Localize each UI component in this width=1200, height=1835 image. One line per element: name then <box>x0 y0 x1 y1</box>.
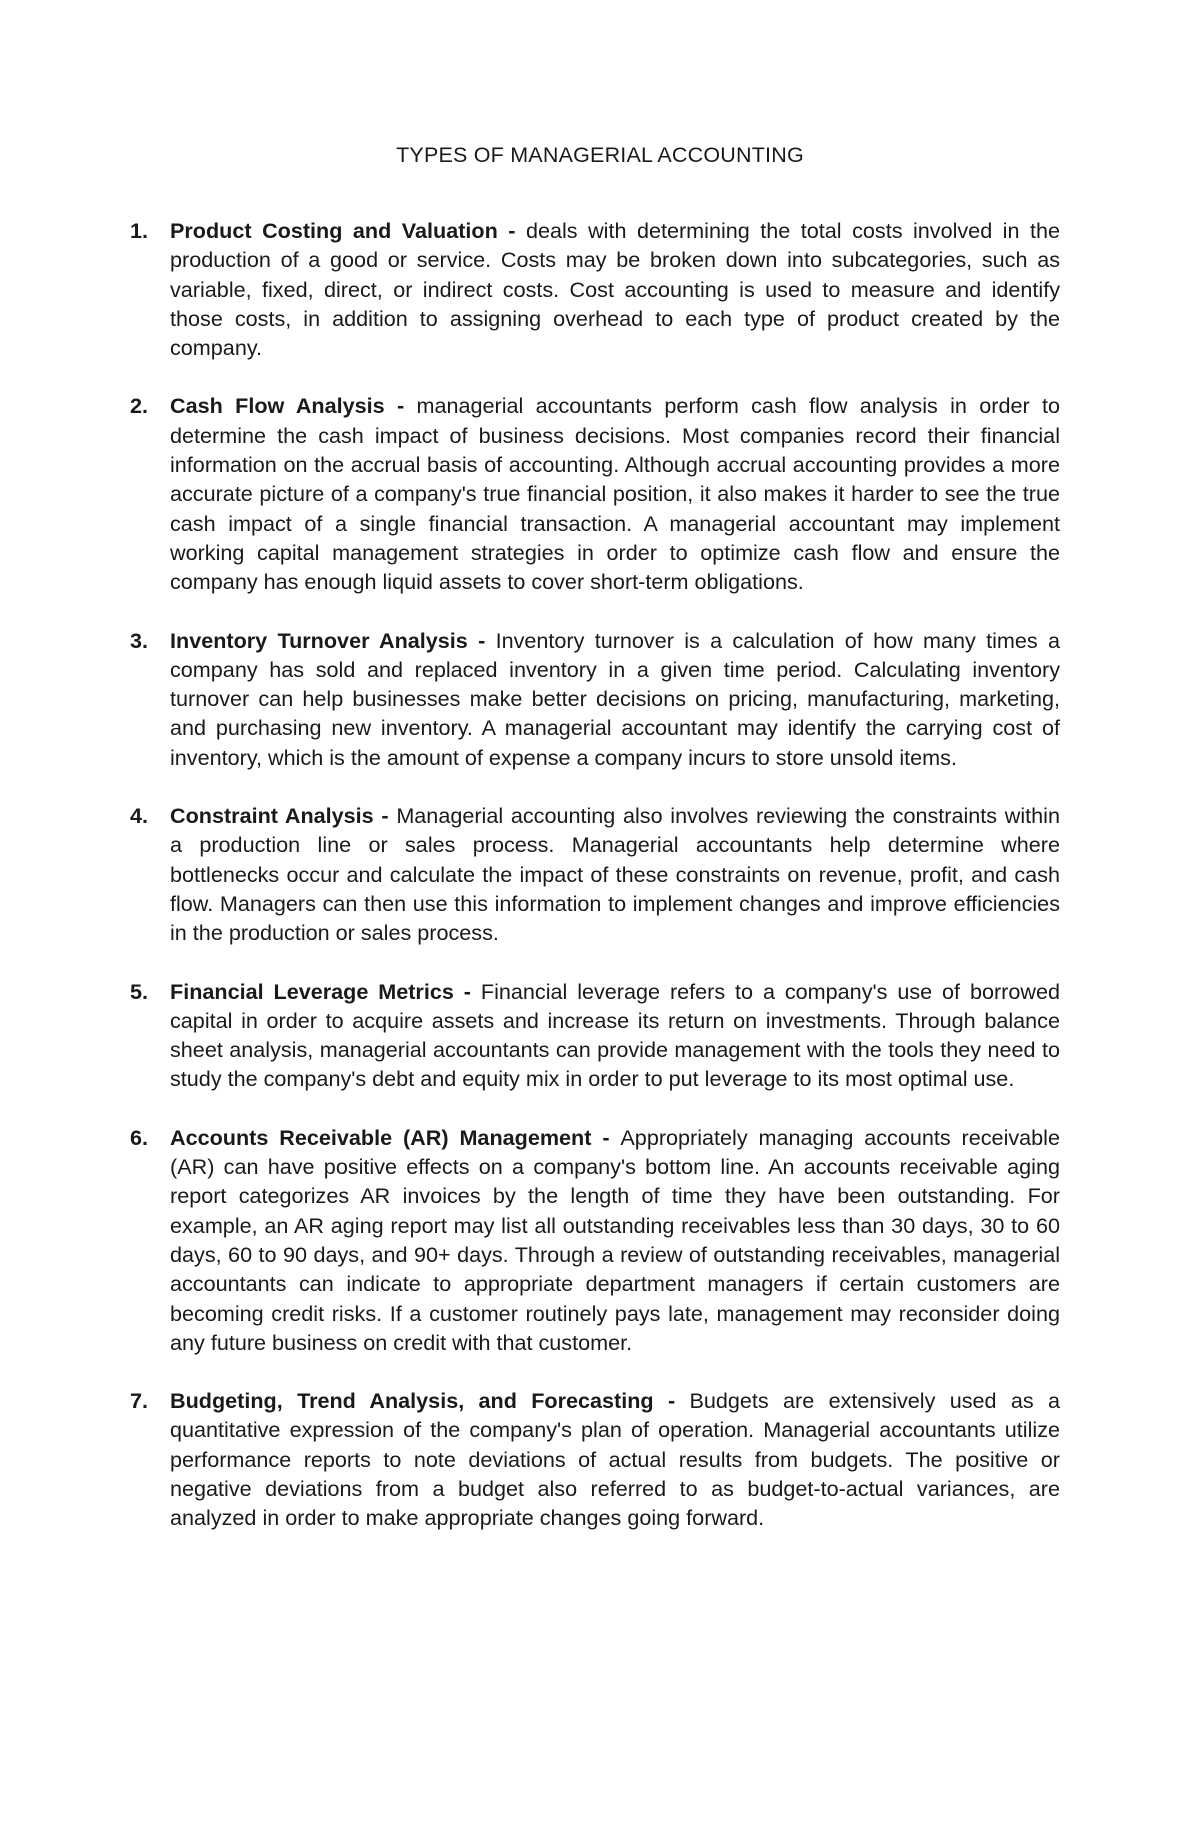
list-item <box>130 1386 1060 1532</box>
list-item <box>130 977 1060 1094</box>
item-separator: - <box>497 218 526 243</box>
item-heading: Inventory Turnover Analysis <box>170 627 468 653</box>
item-heading: Cash Flow Analysis <box>170 393 385 419</box>
item-heading: Product Costing and Valuation <box>170 218 498 243</box>
item-separator: - <box>453 978 481 1004</box>
item-number: 5. <box>130 978 149 1004</box>
list-item <box>130 1123 1060 1357</box>
item-description: Appropriately managing accounts receivable (AR) can have positive effects on a company's bottom line. An accounts receivable aging report categorizes AR invoices by the length of time they have been outstanding. For example, an AR aging report may list all outstanding receivables less than 30 days, 30 to 60 days, 60 to 90 days, and 90+ days. Through a review of outstanding receivables, managerial accountants can indicate to appropriate department managers if certain customers are becoming credit risks. If a customer routinely pays late, management may reconsider doing any future business on credit with that customer. <box>170 1124 1060 1355</box>
list-item <box>130 626 1060 772</box>
item-number: 7. <box>130 1388 149 1414</box>
item-description: Budgets are extensively used as a quantitative expression of the company's plan of operation. Managerial accountants utilize performance reports to note deviations of actual results from budgets. The positive or negative deviations from a budget also referred to as budget-to-actual variances, are analyzed in order to make appropriate changes going forward. <box>170 1388 1061 1531</box>
document-title: TYPES OF MANAGERIAL ACCOUNTING <box>396 143 804 167</box>
item-heading: Budgeting, Trend Analysis, and Forecasting <box>170 1388 654 1414</box>
item-separator: - <box>653 1388 690 1414</box>
item-number: 6. <box>130 1124 149 1150</box>
list-item <box>130 216 1060 362</box>
item-description: managerial accountants perform cash flow analysis in order to determine the cash impact of business decisions. Most companies record their financial information on the accrual basis of accounting. Although accrual accounting provides a more accurate picture of a company's true financial position, it also makes it harder to see the true cash impact of a single financial transaction. A managerial accountant may implement working capital management strategies in order to optimize cash flow and ensure the company has enough liquid assets to cover short-term obligations. <box>170 393 1061 595</box>
item-heading: Accounts Receivable (AR) Management <box>170 1124 592 1150</box>
item-description: Managerial accounting also involves reviewing the constraints within a production line or sales process. Managerial accountants help determine where bottlenecks occur and calculate the impact of these constraints on revenue, profit, and cash flow. Managers can then use this information to implement changes and improve efficiencies in the production or sales process. <box>170 803 1060 946</box>
item-description: Financial leverage refers to a company's use of borrowed capital in order to acquire assets and increase its return on investments. Through balance sheet analysis, managerial accountants can provide management with the tools they need to study the company's debt and equity mix in order to put leverage to its most optimal use. <box>170 978 1060 1092</box>
item-number: 4. <box>130 803 149 829</box>
item-number: 3. <box>130 627 149 653</box>
managerial-accounting-list <box>130 216 1060 1562</box>
item-heading: Constraint Analysis <box>170 803 374 829</box>
item-separator: - <box>373 803 397 829</box>
item-separator: - <box>467 627 496 653</box>
list-item <box>130 801 1060 947</box>
item-separator: - <box>591 1124 621 1150</box>
item-description: Inventory turnover is a calculation of how many times a company has sold and replaced inventory in a given time period. Calculating inventory turnover can help businesses make better decisions on pricing, manufacturing, marketing, and purchasing new inventory. A managerial accountant may identify the carrying cost of inventory, which is the amount of expense a company incurs to store unsold items. <box>170 627 1060 770</box>
item-separator: - <box>384 393 417 419</box>
item-number: 2. <box>130 393 149 419</box>
list-item <box>130 391 1060 596</box>
item-description: deals with determining the total costs involved in the production of a good or service. Costs may be broken down into subcategories, such as variable, fixed, direct, or indirect costs. Cost accounting is used to measure and identify those costs, in addition to assigning overhead to each type of product created by the company. <box>170 218 1060 361</box>
item-heading: Financial Leverage Metrics <box>170 978 454 1004</box>
item-number: 1. <box>130 218 149 243</box>
